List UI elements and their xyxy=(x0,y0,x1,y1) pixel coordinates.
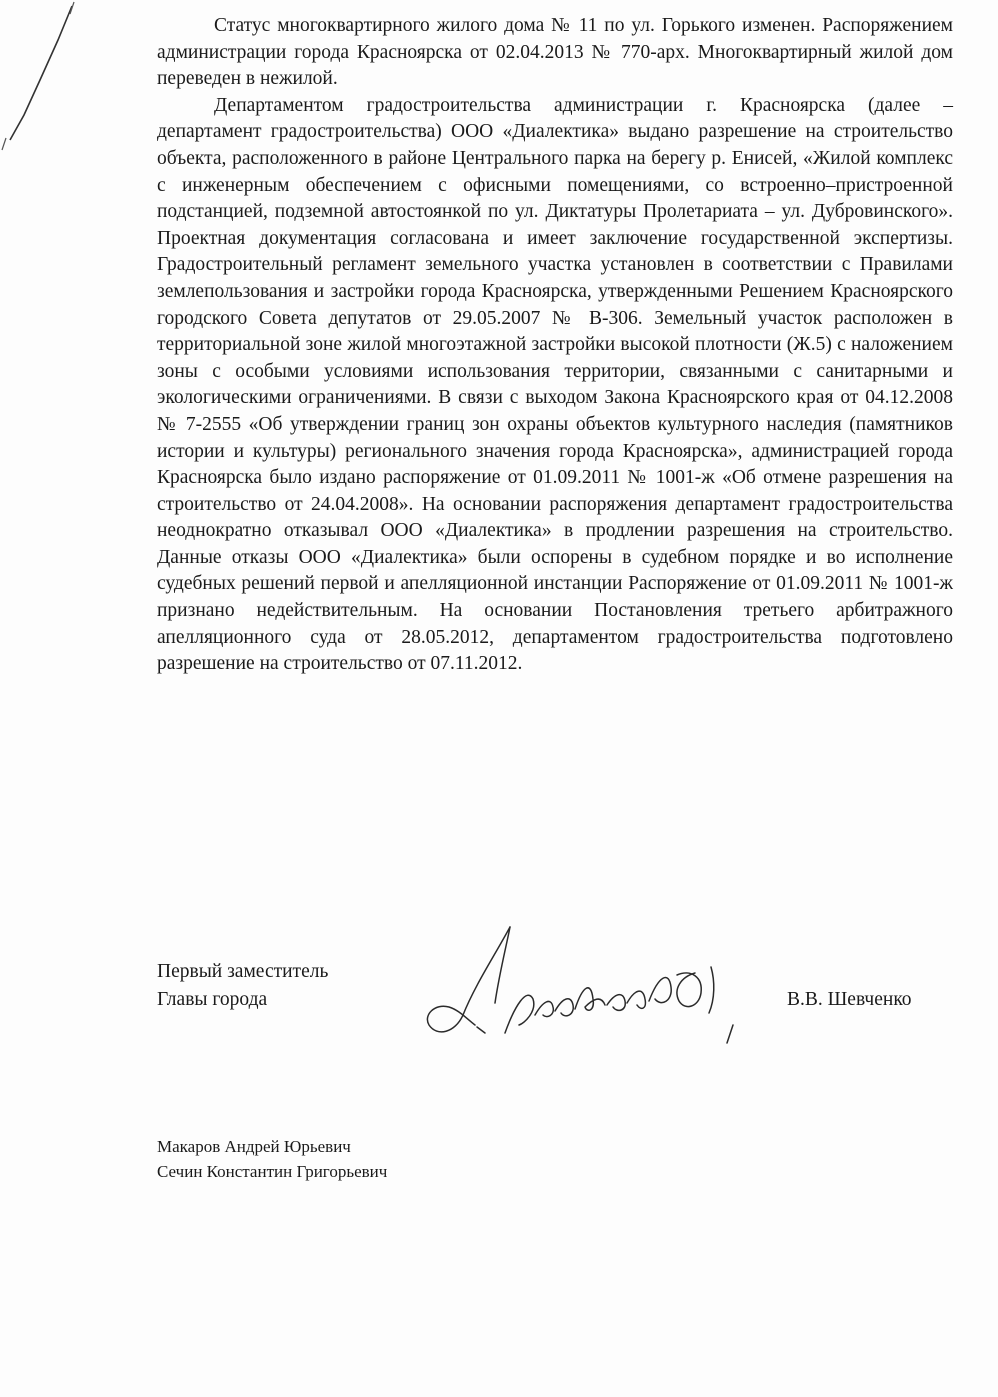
signatory-title-line2: Главы города xyxy=(157,989,268,1010)
executor-line: Сечин Константин Григорьевич xyxy=(157,1162,388,1181)
signatory-name: В.В. Шевченко xyxy=(787,989,912,1010)
letter-body xyxy=(157,13,953,678)
signatory-title-line1: Первый заместитель xyxy=(157,961,329,982)
handwritten-signature xyxy=(415,915,755,1060)
signatory-title xyxy=(157,958,328,1014)
executor-line: Макаров Андрей Юрьевич xyxy=(157,1137,351,1156)
margin-pen-stroke xyxy=(0,0,90,160)
paragraph-status: Статус многоквартирного жилого дома № 11 по ул. Горького изменен. Распоряжением администрации города Красноярска от 02.04.2013 № 770-арх. Многоквартирный жилой дом переведен в нежилой. xyxy=(157,15,953,90)
paragraph-permit-history: Департаментом градостроительства администрации г. Красноярска (далее – департамент градостроительства) ООО «Диалектика» выдано разрешение на строительство объекта, расположенного в районе Центрального парка на берегу р. Енисей, «Жилой комплекс с инженерным обеспечением с офисными помещениями, со встроенно–пристроенной подстанцией, подземной автостоянкой по ул. Диктатуры Пролетариата – ул. Дубровинского». Проектная документация согласована и имеет заключение государственной экспертизы. Градостроительный регламент земельного участка установлен в соответствии с Правилами землепользования и застройки города Красноярска, утвержденными Решением Красноярского городского Совета депутатов от 29.05.2007 № В-306. Земельный участок расположен в территориальной зоне жилой многоэтажной застройки высокой плотности (Ж.5) с наложением зоны с особыми условиями использования территории, связанными с санитарными и экологическими ограничениями. В связи с выходом Закона Красноярского края от 04.12.2008 № 7-2555 «Об утверждении границ зон охраны объектов культурного наследия (памятников истории и культуры) регионального значения города Красноярска», администрацией города Красноярска было издано распоряжение от 01.09.2011 № 1001-ж «Об отмене разрешения на строительство от 24.04.2008». На основании распоряжения департамент градостроительства неоднократно отказывал ООО «Диалектика» в продлении разрешения на строительство. Данные отказы ООО «Диалектика» были оспорены в судебном порядке и во исполнение судебных решений первой и апелляционной инстанции Распоряжение от 01.09.2011 № 1001-ж признано недействительным. На основании Постановления третьего арбитражного апелляционного суда от 28.05.2012, департаментом градостроительства подготовлено разрешение на строительство от 07.11.2012. xyxy=(157,94,953,675)
executors-block xyxy=(157,1134,387,1184)
